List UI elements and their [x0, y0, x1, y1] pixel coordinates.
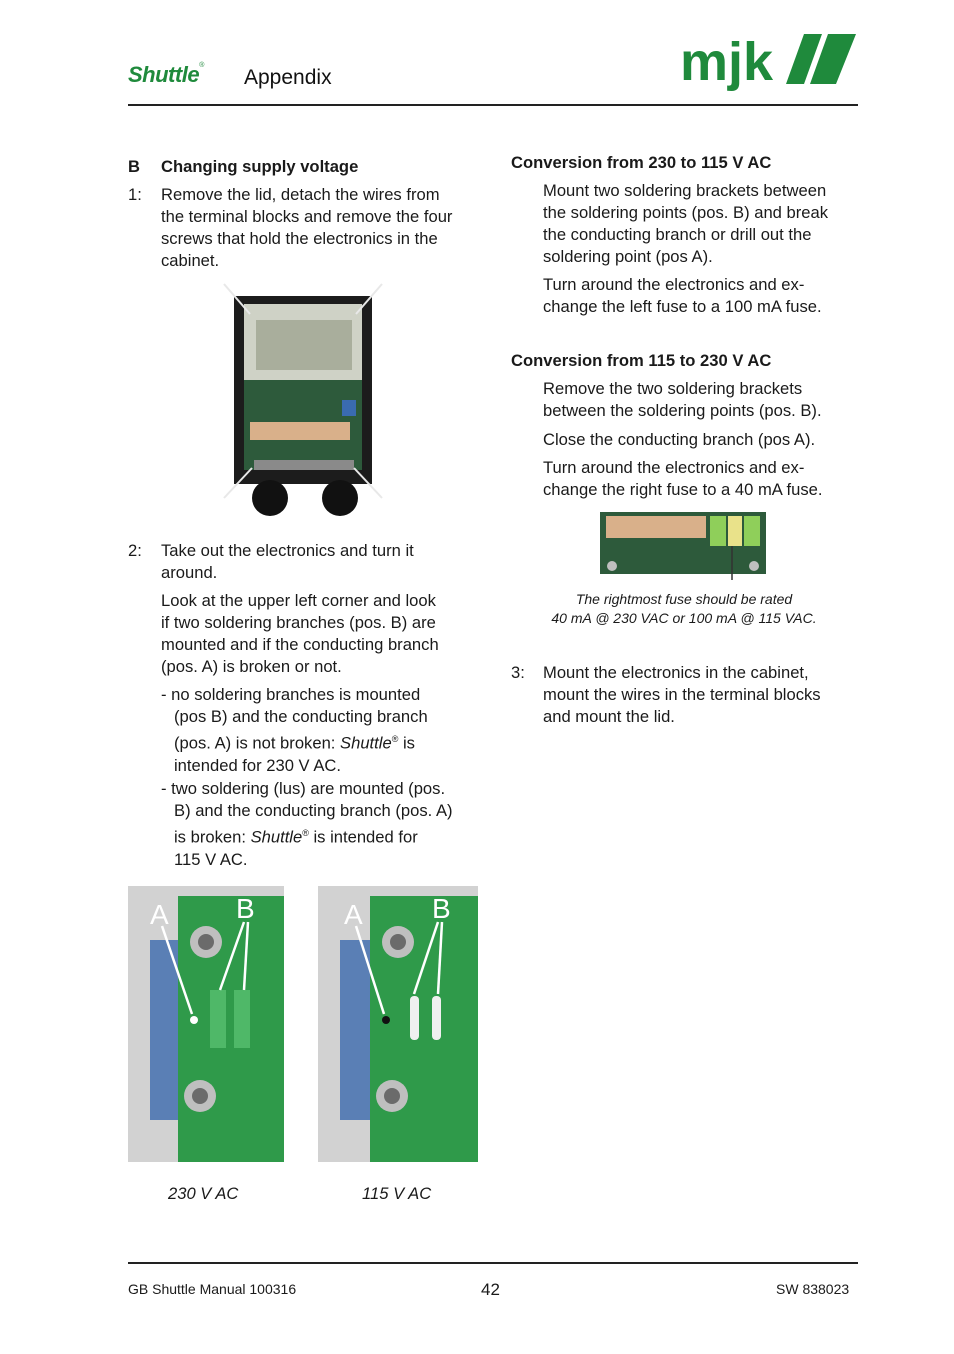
svg-text:B: B	[432, 893, 451, 924]
footer-doc-id: GB Shuttle Manual 100316	[128, 1281, 297, 1297]
step-2-paragraph: Look at the upper left corner and look if two soldering branches (pos. B) are mounted and if the conducting branch (pos. A) is broken or not.	[161, 591, 439, 676]
fuse-photo	[600, 512, 766, 580]
step-3-number: 3:	[511, 663, 525, 682]
mjk-logo	[676, 28, 858, 104]
conversion-115-230-p3: Turn around the electronics and ex- change the right fuse to a 40 mA fuse.	[543, 458, 823, 499]
svg-text:A: A	[344, 899, 363, 930]
cabinet-photo	[222, 282, 384, 518]
pcb-photo-115	[318, 886, 478, 1162]
conversion-230-115-p2: Turn around the electronics and ex- change the left fuse to a 100 mA fuse.	[543, 275, 822, 316]
heading-letter: B	[128, 157, 140, 176]
header-rule	[128, 104, 858, 106]
step-1-text: Remove the lid, detach the wires from the terminal blocks and remove the four screws that hold the electronics in the cabinet.	[161, 185, 453, 270]
bullet-230: - no soldering branches is mounted (pos B) and the conducting branch (pos. A) is not broken: Shuttle® is intended for 230 V AC.	[161, 685, 428, 775]
heading: Changing supply voltage	[161, 157, 359, 176]
fuse-caption: The rightmost fuse should be rated 40 mA @ 230 VAC or 100 mA @ 115 VAC.	[551, 591, 817, 626]
svg-text:mjk: mjk	[680, 32, 774, 92]
bullet-115: - two soldering (lus) are mounted (pos. B) and the conducting branch (pos. A) is broken: Shuttle® is intended for 115 V AC.	[161, 779, 453, 869]
caption-230: 230 V AC	[168, 1184, 239, 1203]
caption-115: 115 V AC	[362, 1184, 432, 1203]
step-2-number: 2:	[128, 541, 142, 560]
page-number: 42	[481, 1280, 500, 1299]
footer-rule	[128, 1262, 858, 1264]
brand-logo: Shuttle®	[128, 62, 204, 87]
pcb-photo-230	[128, 886, 284, 1162]
section-title: Appendix	[244, 66, 332, 89]
svg-text:B: B	[236, 893, 255, 924]
conversion-115-230-title: Conversion from 115 to 230 V AC	[511, 351, 772, 370]
step-2-text: Take out the electronics and turn it around.	[161, 541, 414, 582]
step-1-number: 1:	[128, 185, 142, 204]
conversion-230-115-p1: Mount two soldering brackets between the soldering points (pos. B) and break the conducting branch or drill out the soldering point (pos A).	[543, 181, 829, 266]
footer-software-version: SW 838023	[776, 1281, 850, 1297]
svg-text:A: A	[150, 899, 169, 930]
step-3-text: Mount the electronics in the cabinet, mount the wires in the terminal blocks and mount the lid.	[543, 663, 821, 726]
conversion-115-230-p2: Close the conducting branch (pos A).	[543, 430, 816, 449]
conversion-115-230-p1: Remove the two soldering brackets between the soldering points (pos. B).	[543, 379, 822, 420]
conversion-230-115-title: Conversion from 230 to 115 V AC	[511, 153, 772, 172]
